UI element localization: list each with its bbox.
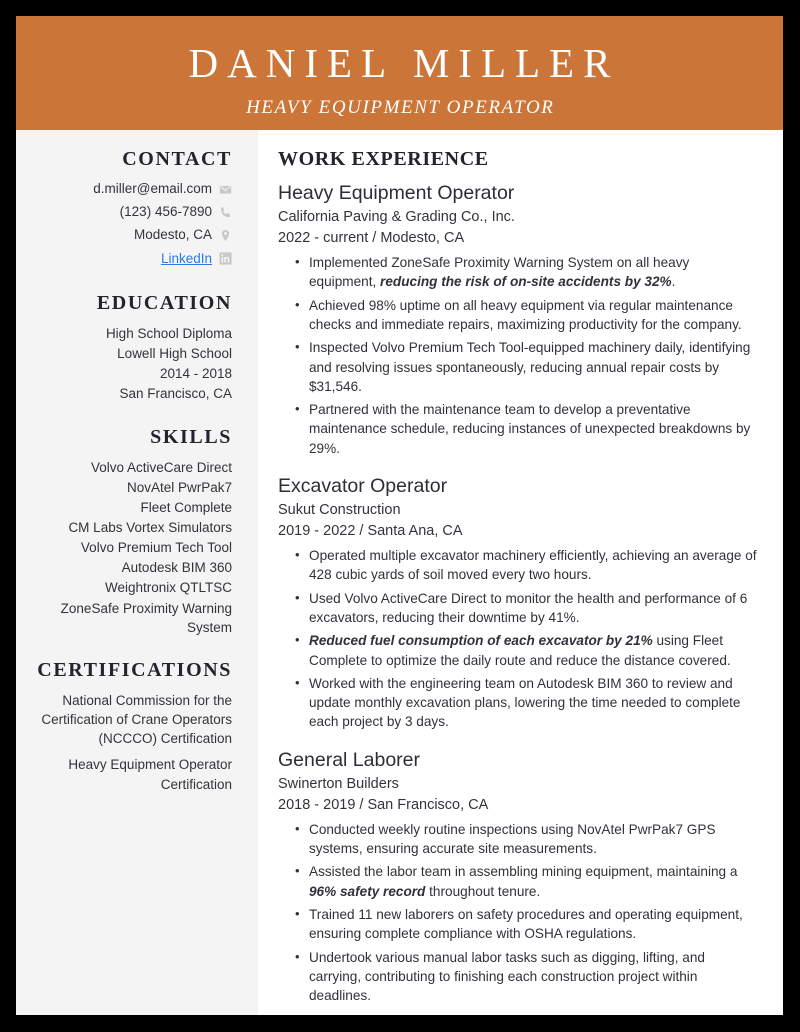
work-experience-heading: WORK EXPERIENCE [278, 148, 489, 170]
job-bullet: • Inspected Volvo Premium Tech Tool-equipped machinery daily, identifying and resolving issues spontaneously, reducing annual repair costs by $31,546. [309, 338, 759, 396]
bullet-emphasis: reducing the risk of on-site accidents by 32% [380, 274, 672, 290]
job-company: Sukut Construction [278, 502, 401, 519]
contact-item [30, 180, 232, 198]
job-entry [278, 748, 759, 1006]
job-meta-separator: / [372, 230, 377, 247]
job-meta-separator: / [359, 796, 364, 813]
education-section [30, 292, 232, 404]
contact-list [30, 180, 232, 268]
skill-item: CM Labs Vortex Simulators [68, 519, 232, 535]
certification-item: Heavy Equipment Operator Certification [68, 757, 232, 792]
skill-item: ZoneSafe Proximity Warning System [60, 600, 232, 635]
job-location: Modesto, CA [380, 230, 465, 247]
candidate-job-title: HEAVY EQUIPMENT OPERATOR [246, 97, 555, 119]
job-bullet: • Undertook various manual labor tasks such as digging, lifting, and carrying, contributing to finishing each construction project within deadlines. [309, 948, 759, 1006]
skill-item: Weightronix QTLTSC [104, 580, 232, 596]
certification-item: National Commission for the Certification of Crane Operators (NCCCO) Certification [41, 692, 232, 747]
education-line: High School Diploma [105, 325, 232, 341]
job-entry [278, 474, 759, 732]
job-bullet: • Worked with the engineering team on Autodesk BIM 360 to review and update monthly excavation plans, lowering the time needed to complete each project by 3 days. [309, 674, 759, 732]
job-bullet-list [278, 546, 759, 732]
education-list [30, 324, 232, 404]
job-meta [278, 229, 759, 248]
bullet-emphasis: Reduced fuel consumption of each excavator by 21% [309, 633, 653, 649]
job-bullet: • Reduced fuel consumption of each excavator by 21% using Fleet Complete to optimize the daily route and reduce the distance covered. [309, 631, 759, 670]
linkedin-link[interactable]: LinkedIn [160, 250, 212, 266]
certifications-list [30, 691, 232, 794]
bullet-emphasis: 96% safety record [309, 883, 426, 899]
contact-text: Modesto, CA [133, 227, 212, 243]
job-location: San Francisco, CA [367, 796, 489, 813]
job-meta [278, 796, 759, 815]
skill-item: NovAtel PwrPak7 [126, 479, 232, 495]
job-title: Heavy Equipment Operator [278, 182, 515, 204]
contact-text: d.miller@email.com [93, 181, 212, 196]
phone-icon [219, 206, 232, 219]
job-bullet: • Assisted the labor team in assembling mining equipment, maintaining a 96% safety record throughout tenure. [309, 862, 759, 901]
education-heading: EDUCATION [96, 291, 232, 314]
resume-body [16, 130, 783, 1015]
education-line: San Francisco, CA [119, 386, 232, 402]
contact-section [30, 148, 232, 268]
education-line: 2014 - 2018 [159, 366, 232, 382]
job-bullet: • Trained 11 new laborers on safety procedures and operating equipment, ensuring complete compliance with OSHA regulations. [309, 905, 759, 944]
contact-item [30, 203, 232, 221]
work-experience-list [278, 181, 759, 1006]
certifications-heading: CERTIFICATIONS [37, 658, 232, 681]
job-bullet: • Operated multiple excavator machinery efficiently, achieving an average of 428 cubic yards of soil moved every two hours. [309, 546, 759, 585]
contact-item[interactable] [30, 250, 232, 268]
job-company: California Paving & Grading Co., Inc. [278, 209, 515, 226]
resume-page [16, 16, 783, 1015]
job-meta [278, 522, 759, 541]
job-dates: 2018 - 2019 [278, 796, 356, 813]
contact-item [30, 226, 232, 244]
education-line: Lowell High School [117, 346, 232, 362]
skill-item: Volvo ActiveCare Direct [90, 459, 232, 475]
skills-section [30, 426, 232, 637]
job-title: Excavator Operator [278, 475, 448, 498]
skill-item: Fleet Complete [140, 499, 232, 515]
skills-list [30, 458, 232, 637]
main-content [258, 130, 783, 1015]
job-company: Swinerton Builders [278, 776, 399, 793]
skill-item: Autodesk BIM 360 [121, 560, 232, 576]
job-location: Santa Ana, CA [367, 523, 463, 540]
skills-heading: SKILLS [150, 425, 232, 448]
job-bullet: • Partnered with the maintenance team to develop a preventative maintenance schedule, reducing instances of unexpected breakdowns by 29%. [309, 400, 759, 458]
job-bullet-list [278, 820, 759, 1006]
candidate-name: DANIEL MILLER [188, 40, 620, 86]
job-dates: 2019 - 2022 [278, 523, 356, 540]
contact-text: (123) 456-7890 [119, 204, 212, 220]
job-dates: 2022 - current [278, 230, 369, 247]
envelope-icon [219, 183, 232, 196]
job-bullet: • Achieved 98% uptime on all heavy equipment via regular maintenance checks and immediate repairs, maximizing productivity for the company. [309, 296, 759, 335]
job-meta-separator: / [359, 523, 364, 540]
job-title: General Laborer [278, 748, 421, 771]
sidebar [16, 130, 258, 1015]
job-bullet: • Conducted weekly routine inspections using NovAtel PwrPak7 GPS systems, ensuring accurate site measurements. [309, 820, 759, 859]
job-bullet: • Used Volvo ActiveCare Direct to monitor the health and performance of 6 excavators, reducing their downtime by 41%. [309, 589, 759, 628]
map-pin-icon [219, 229, 232, 242]
skill-item: Volvo Premium Tech Tool [80, 540, 232, 556]
job-bullet-list [278, 253, 759, 458]
linkedin-icon [219, 252, 232, 265]
contact-heading: CONTACT [122, 148, 232, 170]
resume-header [16, 16, 783, 130]
job-entry [278, 181, 759, 458]
job-bullet: • Implemented ZoneSafe Proximity Warning System on all heavy equipment, reducing the risk of on-site accidents by 32%. [309, 253, 759, 292]
certifications-section [30, 659, 232, 794]
